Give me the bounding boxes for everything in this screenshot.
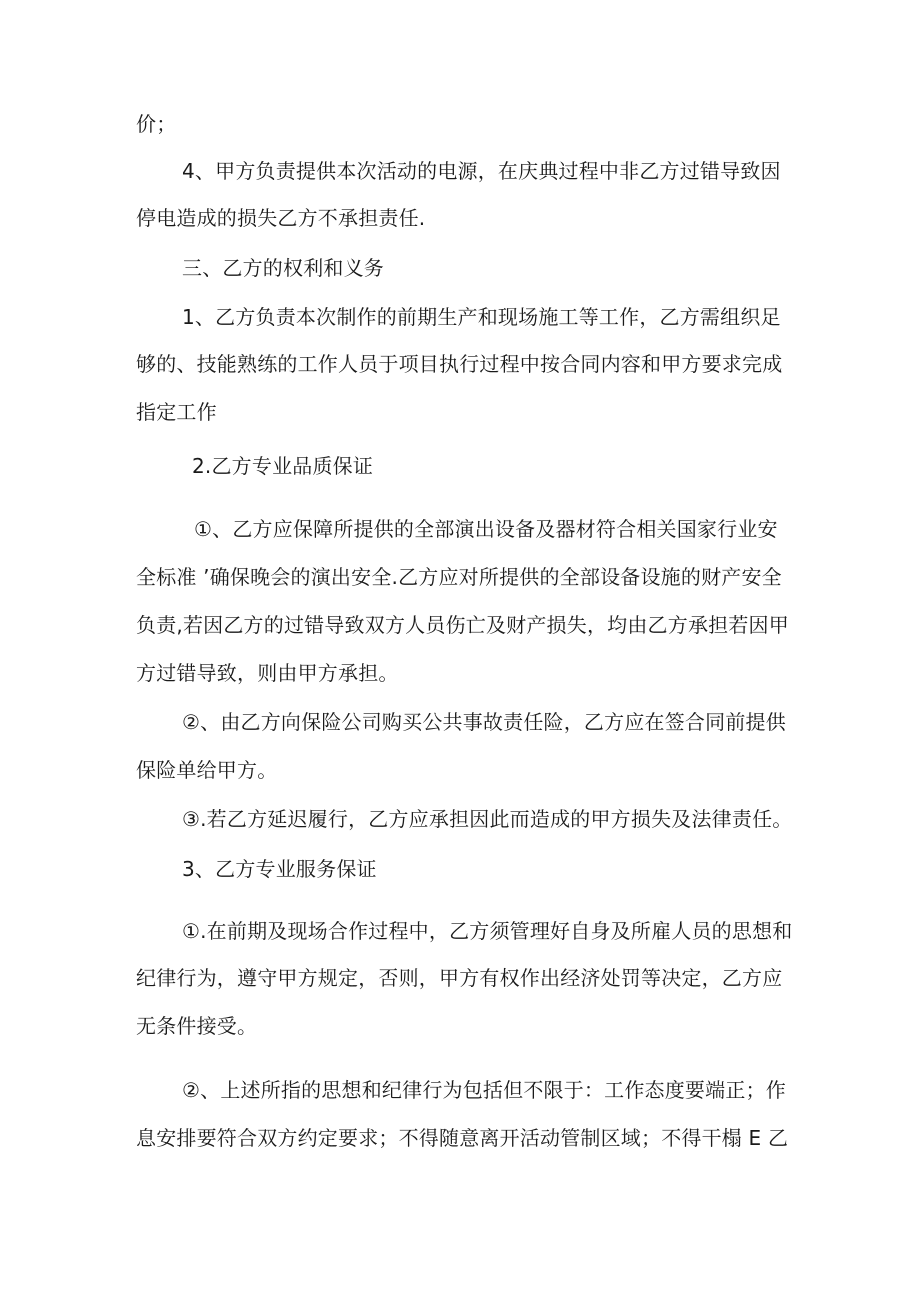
text-line: ①.在前期及现场合作过程中，乙方须管理好自身及所雇人员的思想和 — [182, 919, 793, 943]
text-line: 纪律行为，遵守甲方规定，否则，甲方有权作出经济处罚等决定，乙方应 — [136, 966, 783, 990]
text-line: 无条件接受。 — [136, 1014, 258, 1038]
text-line: 停电造成的损失乙方不承担责任. — [136, 206, 426, 230]
text-line: 4、甲方负责提供本次活动的电源，在庆典过程中非乙方过错导致因 — [182, 159, 781, 183]
subsection-heading: 2.乙方专业品质保证 — [192, 454, 374, 478]
text-line: ③.若乙方延迟履行，乙方应承担因此而造成的甲方损失及法律责任。 — [182, 807, 793, 831]
text-line: 够的、技能熟练的工作人员于项目执行过程中按合同内容和甲方要求完成 — [136, 352, 783, 376]
text-line: 负责,若因乙方的过错导致双方人员伤亡及财产损失，均由乙方承担若因甲 — [136, 613, 789, 637]
text-line: 指定工作 — [136, 400, 217, 424]
text-line: 息安排要符合双方约定要求；不得随意离开活动管制区域；不得干榻 E 乙 — [136, 1126, 789, 1150]
section-heading: 三、乙方的权利和义务 — [182, 256, 384, 280]
text-line: 价； — [136, 112, 177, 136]
text-line: ②、上述所指的思想和纪律行为包括但不限于：工作态度要端正；作 — [182, 1078, 786, 1102]
text-line: 保险单给甲方。 — [136, 758, 278, 782]
subsection-heading: 3、乙方专业服务保证 — [182, 857, 377, 881]
text-line: ①、乙方应保障所提供的全部演出设备及器材符合相关国家行业安 — [194, 517, 778, 541]
text-line: 全标准 ’确保晚会的演出安全.乙方应对所提供的全部设备设施的财产安全 — [136, 565, 782, 589]
text-line: ②、由乙方向保险公司购买公共事故责任险，乙方应在签合同前提供 — [182, 710, 786, 734]
text-line: 方过错导致，则由甲方承担。 — [136, 661, 399, 685]
text-line: 1、乙方负责本次制作的前期生产和现场施工等工作，乙方需组织足 — [182, 305, 781, 329]
